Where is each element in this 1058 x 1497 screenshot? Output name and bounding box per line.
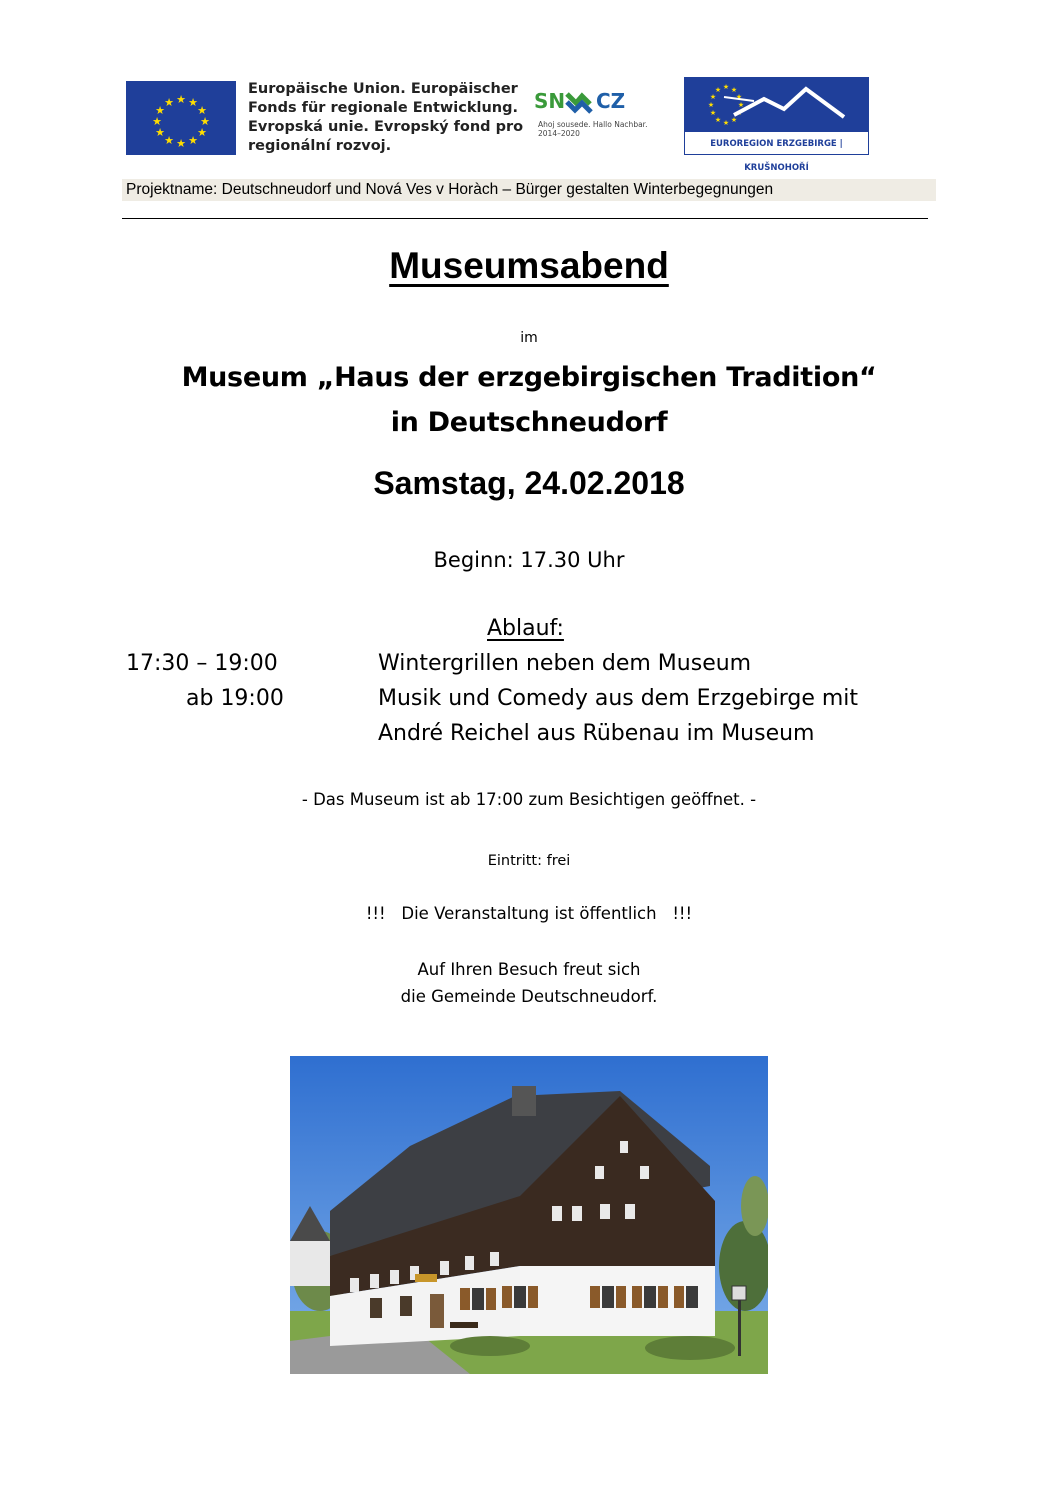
closing-line-2: die Gemeinde Deutschneudorf. [400,987,658,1006]
euroregion-mountains-icon [684,77,869,133]
sncz-logo [534,82,644,152]
svg-text:★: ★ [152,115,162,128]
sncz-tagline-line: Ahoj sousede. Hallo Nachbar. [538,120,648,129]
svg-text:★: ★ [707,101,715,109]
svg-text:★: ★ [730,116,738,124]
project-name-line: Projektname: Deutschneudorf und Nová Ves v Horàch – Bürger gestalten Winterbegegnungen [126,181,774,198]
svg-text:★: ★ [200,115,210,128]
sncz-logo-mark-icon [534,82,644,122]
header-divider [122,218,928,219]
museum-name-line-2: in Deutschneudorf [390,407,668,438]
eu-funding-text [248,80,524,156]
schedule-description: Wintergrillen neben dem Museum [378,651,752,676]
svg-text:★: ★ [188,96,198,109]
admission-text: Eintritt: frei [487,853,571,869]
svg-text:★: ★ [164,134,174,147]
svg-text:★: ★ [155,104,165,117]
eu-text-line: Europäische Union. Europäischer [248,81,518,97]
event-date: Samstag, 24.02.2018 [373,465,685,501]
svg-text:SN: SN [534,89,566,113]
eu-flag-logo [126,81,236,155]
museum-name-line-1: Museum „Haus der erzgebirgischen Tradition“ [181,362,877,393]
closing-line-1: Auf Ihren Besuch freut sich [417,960,641,979]
schedule-time: ab 19:00 [186,686,284,711]
sncz-tagline-line: 2014–2020 [538,129,580,138]
svg-text:★: ★ [714,116,722,124]
eu-text-line: Fonds für regionale Entwicklung. [248,100,519,116]
eu-text-line: Evropská unie. Evropský fond pro [248,119,524,135]
svg-text:★: ★ [176,137,186,150]
svg-text:★: ★ [722,119,730,127]
svg-text:CZ: CZ [596,89,626,113]
page-title: Museumsabend [389,245,669,286]
svg-text:★: ★ [176,93,186,106]
euroregion-label: EUROREGION ERZGEBIRGE | KRUŠNOHOŘÍ [684,131,869,155]
svg-text:★: ★ [155,126,165,139]
eu-stars-icon [126,81,236,155]
svg-text:★: ★ [197,126,207,139]
schedule-description: Musik und Comedy aus dem Erzgebirge mit [378,686,859,711]
svg-text:★: ★ [722,83,730,91]
opening-note: - Das Museum ist ab 17:00 zum Besichtigen geöffnet. - [301,790,757,809]
svg-text:★: ★ [197,104,207,117]
svg-text:★: ★ [709,109,717,117]
schedule-time: 17:30 – 19:00 [126,651,278,676]
start-time: Beginn: 17.30 Uhr [433,548,625,572]
museum-photo [290,1056,768,1374]
schedule-description: André Reichel aus Rübenau im Museum [378,721,815,746]
svg-text:★: ★ [714,86,722,94]
svg-text:★: ★ [709,93,717,101]
svg-text:★: ★ [737,101,745,109]
im-text: im [520,330,538,346]
eu-text-line: regionální rozvoj. [248,138,392,154]
schedule-heading: Ablauf: [487,616,564,641]
sncz-tagline [538,120,647,138]
svg-text:★: ★ [735,93,743,101]
svg-text:★: ★ [164,96,174,109]
public-event-notice: !!! Die Veranstaltung ist öffentlich !!! [365,904,693,923]
svg-text:★: ★ [188,134,198,147]
svg-text:★: ★ [730,86,738,94]
svg-text:★: ★ [735,109,743,117]
museum-house-image [290,1056,768,1374]
